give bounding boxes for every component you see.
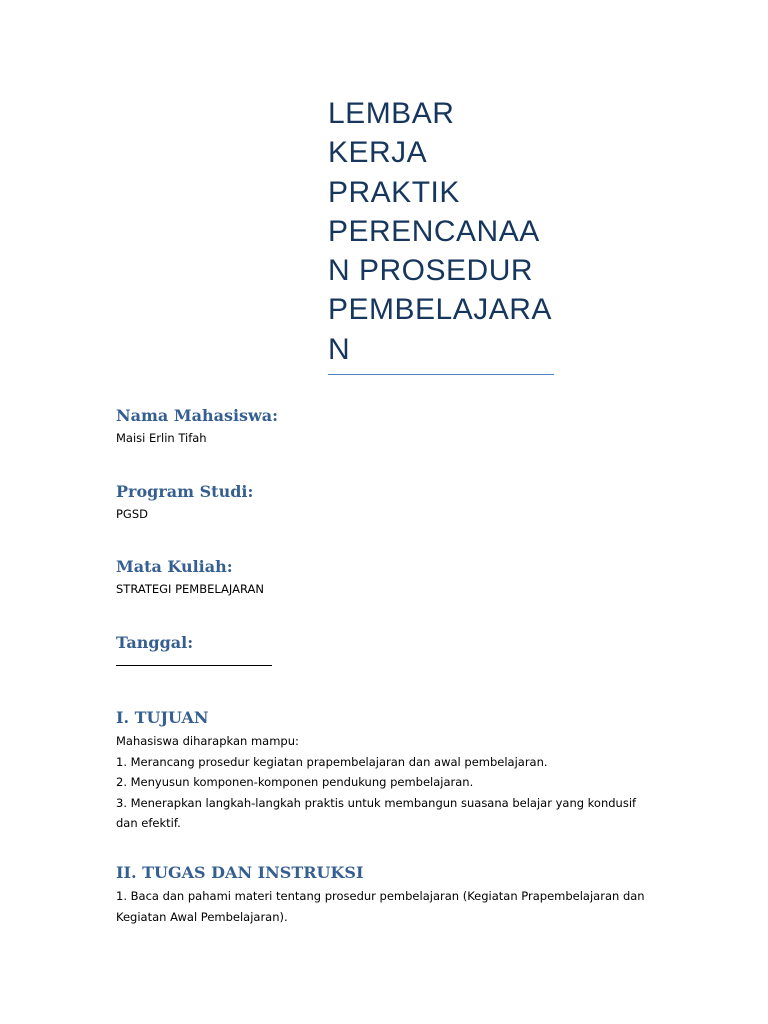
list-item: 1. Merancang prosedur kegiatan prapembelajaran dan awal pembelajaran. bbox=[116, 754, 548, 769]
title-underline bbox=[328, 374, 554, 375]
field-mata-kuliah bbox=[116, 557, 656, 599]
title-line: KERJA bbox=[328, 136, 428, 170]
title-line: N bbox=[328, 332, 351, 366]
field-value: PGSD bbox=[116, 507, 149, 521]
list-item: 2. Menyusun komponen-komponen pendukung pembelajaran. bbox=[116, 775, 474, 789]
title-line: PEMBELAJARA bbox=[328, 293, 552, 327]
title-line: PERENCANAA bbox=[328, 214, 540, 248]
section-tugas bbox=[116, 863, 656, 927]
field-value: Maisi Erlin Tifah bbox=[116, 431, 207, 445]
field-value: STRATEGI PEMBELAJARAN bbox=[116, 582, 264, 596]
date-blank-line bbox=[116, 665, 272, 666]
field-label: Mata Kuliah: bbox=[116, 557, 233, 576]
field-label: Nama Mahasiswa: bbox=[116, 406, 279, 425]
title-line: LEMBAR bbox=[328, 97, 455, 130]
section-tujuan bbox=[116, 708, 656, 834]
section-heading: II. TUGAS DAN INSTRUKSI bbox=[116, 863, 364, 882]
section-heading: I. TUJUAN bbox=[116, 708, 209, 727]
field-label: Tanggal: bbox=[116, 633, 194, 652]
list-item: 3. Menerapkan langkah-langkah praktis untuk membangun suasana belajar yang kondusif dan efektif. bbox=[116, 795, 637, 830]
document-title bbox=[328, 94, 554, 369]
field-nama-mahasiswa bbox=[116, 406, 656, 448]
field-label: Program Studi: bbox=[116, 482, 254, 501]
field-program-studi bbox=[116, 482, 656, 524]
section-intro: Mahasiswa diharapkan mampu: bbox=[116, 734, 299, 748]
list-item: 1. Baca dan pahami materi tentang prosedur pembelajaran (Kegiatan Prapembelajaran dan Kegiatan Awal Pembelajaran). bbox=[116, 889, 645, 924]
field-tanggal bbox=[116, 633, 656, 666]
title-line: N PROSEDUR bbox=[328, 254, 534, 288]
title-line: PRAKTIK bbox=[328, 175, 460, 209]
